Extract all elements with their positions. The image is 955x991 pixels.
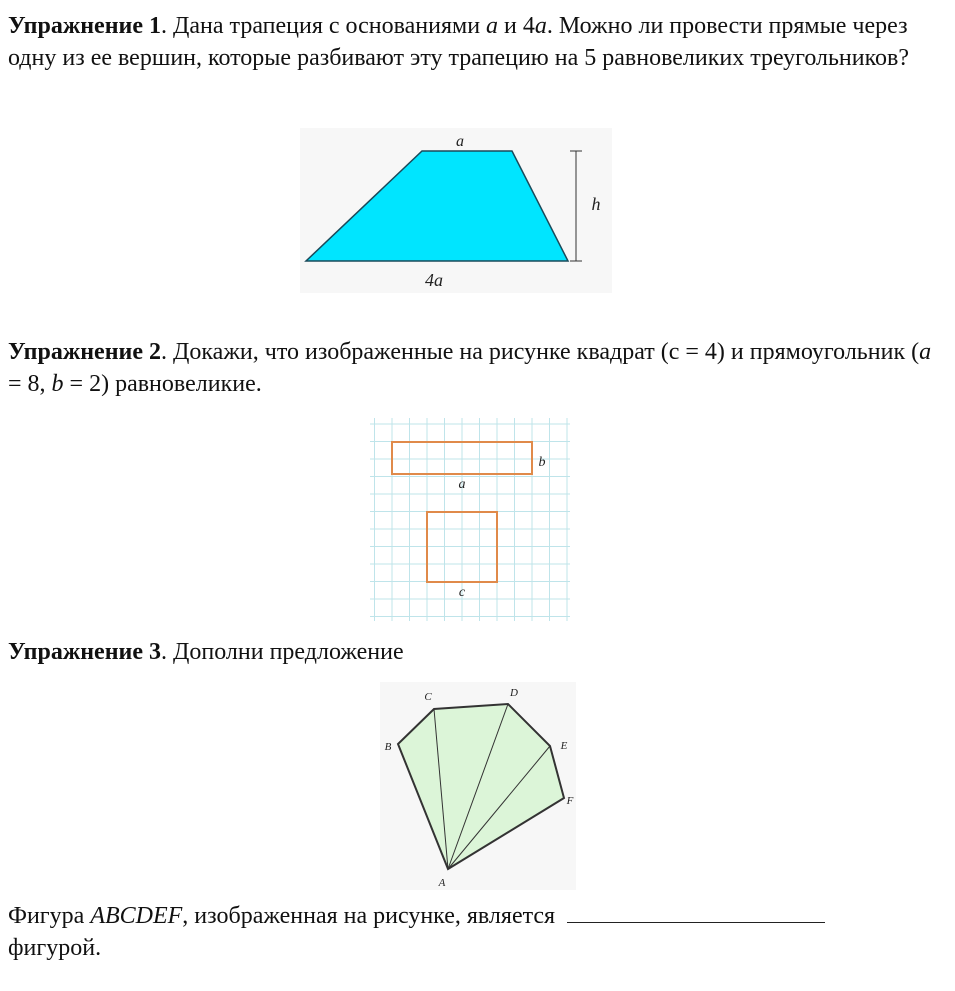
vertex-label-c: C bbox=[424, 691, 432, 703]
grid-figure bbox=[370, 418, 570, 621]
label-b: b bbox=[538, 455, 546, 470]
polygon-figure bbox=[380, 682, 576, 890]
exercise-1-title: Упражнение 1 bbox=[8, 13, 162, 39]
vertex-label-d: D bbox=[510, 687, 518, 699]
vertex-label-b: B bbox=[384, 741, 392, 753]
answer-blank[interactable] bbox=[567, 900, 825, 923]
trapezoid-figure bbox=[300, 128, 612, 293]
grid bbox=[370, 418, 570, 621]
exercise-2-text: Упражнение 2. Докажи, что изображенные на рисунке квадрат (c = 4) и прямоугольник (a = 8, b = 2) равновеликие. bbox=[8, 339, 932, 397]
exercise-3-text: Упражнение 3. Дополни предложение bbox=[8, 639, 404, 665]
exercise-3-sentence: Фигура ABCDEF, изображенная на рисунке, является фигурой. bbox=[8, 900, 938, 964]
vertex-label-a: A bbox=[438, 877, 446, 889]
label-top-base: a bbox=[456, 133, 464, 150]
exercise-2-title: Упражнение 2 bbox=[8, 339, 162, 365]
exercise-3-title: Упражнение 3 bbox=[8, 639, 162, 665]
figure-name: ABCDEF bbox=[90, 903, 183, 929]
vertex-label-f: F bbox=[566, 795, 574, 807]
label-bottom-base: 4a bbox=[425, 270, 443, 290]
exercise-1-text: Упражнение 1. Дана трапеция с основаниями a и 4a. Можно ли провести прямые через одну из ее вершин, которые разбивают эту трапецию на 5 равновеликих треугольников? bbox=[8, 13, 910, 71]
label-a: a bbox=[458, 477, 466, 492]
label-c: c bbox=[458, 585, 466, 600]
label-height: h bbox=[591, 194, 601, 214]
vertex-label-e: E bbox=[560, 740, 568, 752]
